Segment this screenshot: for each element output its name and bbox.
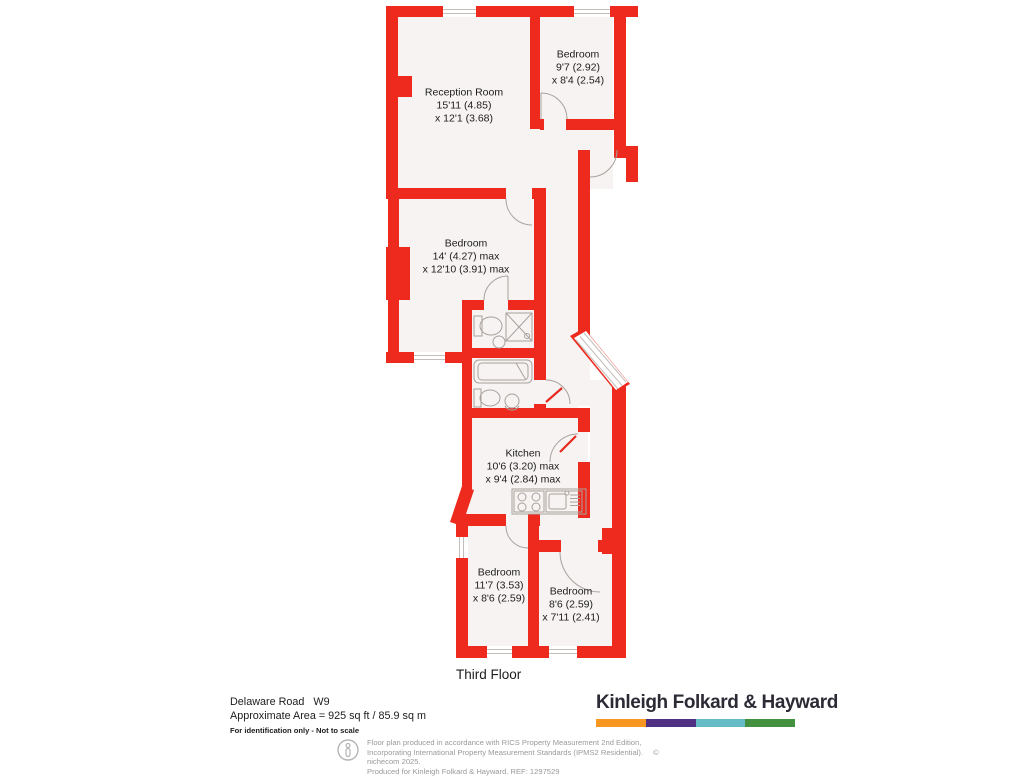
room-dim: 11'7 (3.53) — [474, 579, 524, 592]
identification-note: For identification only - Not to scale — [230, 726, 360, 735]
room-dim: 9'7 (2.92) — [555, 61, 601, 74]
room-name: Bedroom — [556, 48, 600, 61]
brand-bar-orange — [596, 719, 646, 727]
room-dim: 14' (4.27) max — [432, 250, 500, 263]
room-label-kitchen — [486, 448, 561, 487]
room-label-bedroom-top — [552, 49, 604, 88]
address-block — [230, 695, 426, 735]
address-line: Delaware Road W9 — [230, 696, 330, 708]
room-dim: x 12'10 (3.91) max — [422, 263, 510, 276]
brand-block — [596, 692, 838, 727]
room-name: Bedroom — [477, 566, 521, 579]
room-dim: 10'6 (3.20) max — [486, 460, 560, 473]
brand-bar-green — [745, 719, 795, 727]
floor-label: Third Floor — [456, 667, 522, 682]
room-label-bedroom-bottom-right — [542, 586, 599, 625]
nichecom-person-icon — [336, 738, 360, 762]
room-label-bedroom-middle — [423, 238, 510, 277]
room-dim: x 9'4 (2.84) max — [485, 473, 561, 486]
room-label-bedroom-bottom-left — [473, 567, 525, 606]
brand-color-bar — [596, 719, 795, 727]
disclaimer-text — [367, 738, 679, 776]
room-dim: x 7'11 (2.41) — [542, 611, 600, 624]
room-dim: x 8'6 (2.59) — [472, 592, 526, 605]
room-dim: x 8'4 (2.54) — [551, 74, 605, 87]
brand-bar-purple — [646, 719, 696, 727]
area-line: Approximate Area = 925 sq ft / 85.9 sq m — [230, 710, 426, 722]
disclaimer-copyright: © nichecom 2025. — [367, 747, 659, 767]
brand-logo-text: Kinleigh Folkard & Hayward — [596, 692, 838, 713]
room-name: Reception Room — [424, 86, 504, 99]
disclaimer-block — [336, 738, 679, 776]
disclaimer-line2: Incorporating International Property Measurement Standards (IPMS2 Residential). — [367, 747, 644, 757]
room-label-reception — [425, 87, 503, 126]
room-dim: 8'6 (2.59) — [548, 598, 594, 611]
disclaimer-line3: Produced for Kinleigh Folkard & Hayward. REF: 1297529 — [367, 766, 560, 776]
room-name: Bedroom — [549, 585, 593, 598]
disclaimer-line1: Floor plan produced in accordance with RICS Property Measurement 2nd Edition, — [367, 738, 642, 747]
room-dim: 15'11 (4.85) — [436, 99, 492, 112]
room-name: Kitchen — [505, 447, 541, 460]
brand-bar-teal — [696, 719, 746, 727]
room-name: Bedroom — [444, 237, 488, 250]
room-dim: x 12'1 (3.68) — [434, 112, 494, 125]
